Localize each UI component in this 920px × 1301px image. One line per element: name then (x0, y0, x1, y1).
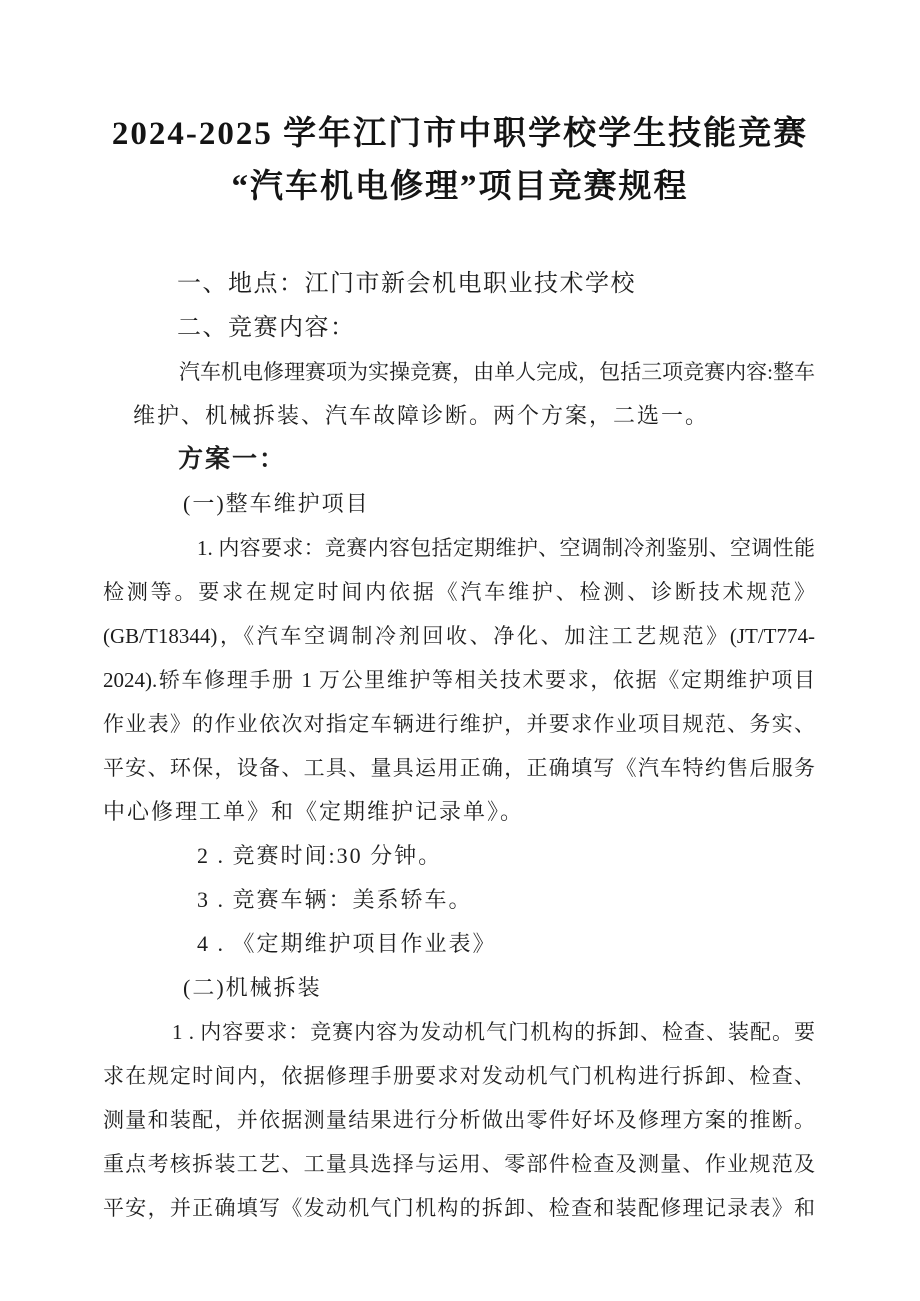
document-title (0, 108, 920, 214)
text-line: 2 . 竞赛时间:30 分钟。 (197, 843, 443, 868)
text-line: 检测等。要求在规定时间内依据《汽车维护、检测、诊断技术规范》 (103, 580, 815, 604)
text-line: 求在规定时间内，依据修理手册要求对发动机气门机构进行拆卸、检查、 (103, 1064, 815, 1088)
text-line: 2024).轿车修理手册 1 万公里维护等相关技术要求，依据《定期维护项目 (103, 668, 815, 692)
text-line: 平安，并正确填写《发动机气门机构的拆卸、检查和装配修理记录表》和 (103, 1196, 815, 1220)
text-line: 汽车机电修理赛项为实操竞赛，由单人完成，包括三项竞赛内容:整车 (179, 360, 815, 384)
text-line: 作业表》的作业依次对指定车辆进行维护，并要求作业项目规范、务实、 (103, 712, 815, 736)
text-line: 重点考核拆装工艺、工量具选择与运用、零部件检查及测量、作业规范及 (103, 1152, 815, 1176)
text-line: 3 . 竞赛车辆：美系轿车。 (197, 887, 473, 912)
text-line: (二)机械拆装 (183, 975, 322, 1000)
text-line: 二、竞赛内容： (177, 315, 356, 341)
text-line: (一)整车维护项目 (183, 491, 370, 516)
text-line: 方案一： (178, 446, 287, 473)
text-line: 平安、环保，设备、工具、量具运用正确，正确填写《汽车特约售后服务 (103, 756, 815, 780)
title-line-2: “汽车机电修理”项目竞赛规程 (231, 169, 689, 205)
text-line: 1 . 内容要求：竞赛内容为发动机气门机构的拆卸、检查、装配。要 (172, 1020, 815, 1044)
text-line: 维护、机械拆装、汽车故障诊断。两个方案，二选一。 (133, 403, 710, 428)
text-line: 一、地点：江门市新会机电职业技术学校 (177, 271, 636, 297)
title-line-1: 2024-2025 学年江门市中职学校学生技能竞赛 (111, 116, 809, 152)
text-line: (GB/T18344)，《汽车空调制冷剂回收、净化、加注工艺规范》(JT/T774- (103, 624, 815, 648)
text-line: 1. 内容要求：竞赛内容包括定期维护、空调制冷剂鉴别、空调性能 (197, 536, 815, 560)
text-line: 测量和装配，并依据测量结果进行分析做出零件好坏及修理方案的推断。 (103, 1108, 815, 1132)
document-body (103, 262, 815, 1230)
text-line: 中心修理工单》和《定期维护记录单》。 (103, 799, 525, 824)
text-line: 4 . 《定期维护项目作业表》 (197, 931, 497, 956)
